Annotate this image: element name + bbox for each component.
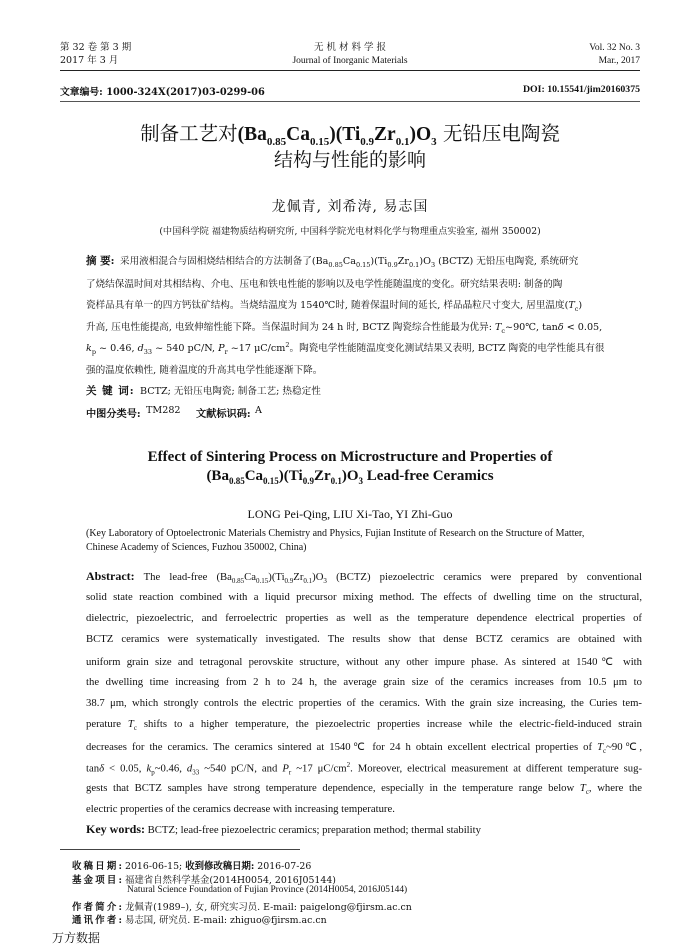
- header-date-cn: 2017 年 3 月: [60, 55, 119, 66]
- title-cn-prefix: 制备工艺对: [140, 122, 238, 145]
- footnote-rule: [60, 849, 300, 850]
- authors-cn: 龙佩青, 刘希涛, 易志国: [271, 199, 429, 215]
- fund-en: Natural Science Foundation of Fujian Province (2014H0054, 2016J05144): [127, 885, 408, 895]
- affiliation-en-line2: Chinese Academy of Sciences, Fuzhou 350002, China): [86, 542, 307, 553]
- header-journal-en: Journal of Inorganic Materials: [292, 56, 408, 66]
- abstract-en-line: uniform grain size and tetragonal perovskite structure, without any other impure phase. As sintered at 1540℃ with: [86, 656, 642, 668]
- footnote-corresponding: [72, 912, 327, 926]
- title-cn: [0, 118, 700, 148]
- title-cn-line2: 结构与性能的影响: [273, 149, 426, 171]
- received-label: 收稿日期:: [72, 861, 122, 872]
- abstract-en-line: perature $T_c$ shifts to a higher temperature, the piezoelectric properties increase while the electric-field-induced strain: [86, 718, 642, 733]
- abstract-cn-line: 了烧结保温时间对其相结构、介电、压电和铁电性能的影响以及电学性能随温度的变化。研究结果表明: 制备的陶: [86, 279, 563, 290]
- abstract-en-line: electric properties of the ceramics decrease with increasing temperature.: [86, 803, 395, 815]
- abstract-en-line: 38.7 μm, which strongly controls the electric properties of the ceramics. With the grain size increasing, the Curies tem-: [86, 697, 642, 709]
- abstract-cn-line: 瓷样品具有单一的四方钙钛矿结构。当烧结温度为 1540℃时, 随着保温时间的延长, 样品晶粒尺寸变大, 居里温度$(T_c)$: [86, 300, 583, 313]
- corr-info: 易志国, 研究员. E-mail: zhiguo@fjirsm.ac.cn: [124, 915, 327, 926]
- doi: DOI: 10.15541/jim20160375: [522, 84, 640, 95]
- abstract-en-line: tanδ < 0.05, $k_p\sim 0.46$, $d_{33}$ ~540 pC/N, and $P_r$ ~17 $\mu C/cm^2$. Moreover, electrical measurement at different temperature sug-: [86, 761, 643, 777]
- affiliation-cn: (中国科学院 福建物质结构研究所, 中国科学院光电材料化学与物理重点实验室, 福州 350002): [159, 226, 541, 237]
- article-number: 文章编号: 1000-324X(2017)03-0299-06: [60, 87, 265, 98]
- header-volume-en: Vol. 32 No. 3: [589, 43, 640, 53]
- abstract-en-line: BCTZ ceramics were systematically investigated. The results show that dense BCTZ ceramics are obtained with: [86, 633, 642, 645]
- fund-cn: 福建省自然科学基金(2014H0054, 2016J05144): [124, 875, 336, 886]
- watermark-text: 万方数据: [52, 931, 101, 945]
- header-date-en: Mar., 2017: [598, 56, 640, 66]
- footnote-received: [72, 858, 311, 872]
- keywords-en: [86, 822, 481, 837]
- classification-value: TM282: [146, 405, 181, 416]
- meta-rule: [60, 101, 640, 102]
- abstract-en-line: gests that BCTZ samples have strong temperature dependence, especially in the temperature range below $T_c$, where the: [86, 782, 642, 797]
- abstract-cn-line: 升高, 压电性能提高, 电致伸缩性能下降。当保温时间为 24 h 时, BCTZ 陶瓷综合性能最为优异: $T_c\sim 90℃$, tanδ < 0.05,: [86, 322, 603, 335]
- authors-en: LONG Pei-Qing, LIU Xi-Tao, YI Zhi-Guo: [247, 507, 453, 521]
- doc-code-label: 文献标识码:: [196, 408, 251, 420]
- title-en-line1: Effect of Sintering Process on Microstructure and Properties of: [147, 449, 553, 465]
- corr-label: 通讯作者:: [72, 915, 122, 926]
- keywords-cn: BCTZ; 无铅压电陶瓷; 制备工艺; 热稳定性: [140, 386, 321, 397]
- title-cn-formula: $(Ba_{0.85}Ca_{0.15})(Ti_{0.9}Zr_{0.1})O_3$: [237, 124, 437, 148]
- classification-label: 中图分类号:: [86, 408, 141, 420]
- abstract-en-line: dielectric, piezoelectric, and ferroelectric properties as well as the temperature dependence electrical properties of: [86, 612, 642, 624]
- abstract-en-line: decreases for the ceramics. The ceramics sintered at 1540℃ for 24 h obtain excellent electrical properties of $T_c\sim 90℃$,: [86, 741, 642, 756]
- title-cn-suffix: 无铅压电陶瓷: [442, 122, 560, 145]
- abstract-en-line: solid state reaction combined with a liquid precursor mixing method. The effects of dwelling time on the structural,: [86, 591, 642, 603]
- keywords-cn-label: 关 键 词:: [86, 385, 135, 397]
- affiliation-en-line1: (Key Laboratory of Optoelectronic Materials Chemistry and Physics, Fujian Institute of Research on the Structure of Matter,: [86, 528, 585, 539]
- author-info: 龙佩青(1989–), 女, 研究实习员. E-mail: paigelong@fjirsm.ac.cn: [124, 902, 412, 913]
- abstract-cn-line: 强的温度依赖性, 随着温度的升高其电学性能逐渐下降。: [86, 365, 323, 376]
- abstract-en-line: Abstract: The lead-free $(Ba_{0.85}Ca_{0.15})(Ti_{0.9}Zr_{0.1})O_3$ (BCTZ) piezoelectric ceramics were prepared by conventional: [86, 569, 642, 586]
- header-rule: [60, 70, 640, 71]
- footnote-author: [72, 899, 412, 913]
- fund-label: 基金项目:: [72, 875, 122, 886]
- header-journal-cn: 无 机 材 料 学 报: [313, 42, 387, 53]
- abstract-en-label: Abstract:: [86, 569, 135, 583]
- abstract-cn-line: $k_p$ ~ 0.46, $d_{33}$ ~ 540 pC/N, $P_r$ ~17 $\mu C/cm^2$。陶瓷电学性能随温度变化测试结果又表明, BCTZ 陶瓷的电学性能具有很: [86, 340, 605, 356]
- revised-date: 2016-07-26: [257, 861, 312, 872]
- author-label: 作者简介:: [72, 902, 122, 913]
- abstract-cn-label: 摘 要:: [86, 255, 115, 267]
- keywords-en-label: Key words:: [86, 822, 145, 836]
- keywords-en-text: BCTZ; lead-free piezoelectric ceramics; preparation method; thermal stability: [147, 824, 481, 836]
- abstract-en-line: the dwelling time increasing from 2 h to 24 h, the average grain size of the ceramics increases from 10.5 μm to: [86, 676, 642, 688]
- received-date: 2016-06-15;: [124, 861, 183, 872]
- footnote-fund: [72, 872, 336, 886]
- doc-code-value: A: [255, 405, 262, 416]
- revised-label: 收到修改稿日期:: [185, 861, 255, 872]
- header-volume-cn: 第 32 卷 第 3 期: [60, 42, 132, 53]
- abstract-cn-line: 采用液相混合与固相烧结相结合的方法制备了$(Ba_{0.85}Ca_{0.15})(Ti_{0.9}Zr_{0.1})O_3$ (BCTZ) 无铅压电陶瓷, 系统研究: [120, 256, 579, 269]
- title-en-line2: $(Ba_{0.85}Ca_{0.15})(Ti_{0.9}Zr_{0.1})O_3$ Lead-free Ceramics: [206, 468, 494, 486]
